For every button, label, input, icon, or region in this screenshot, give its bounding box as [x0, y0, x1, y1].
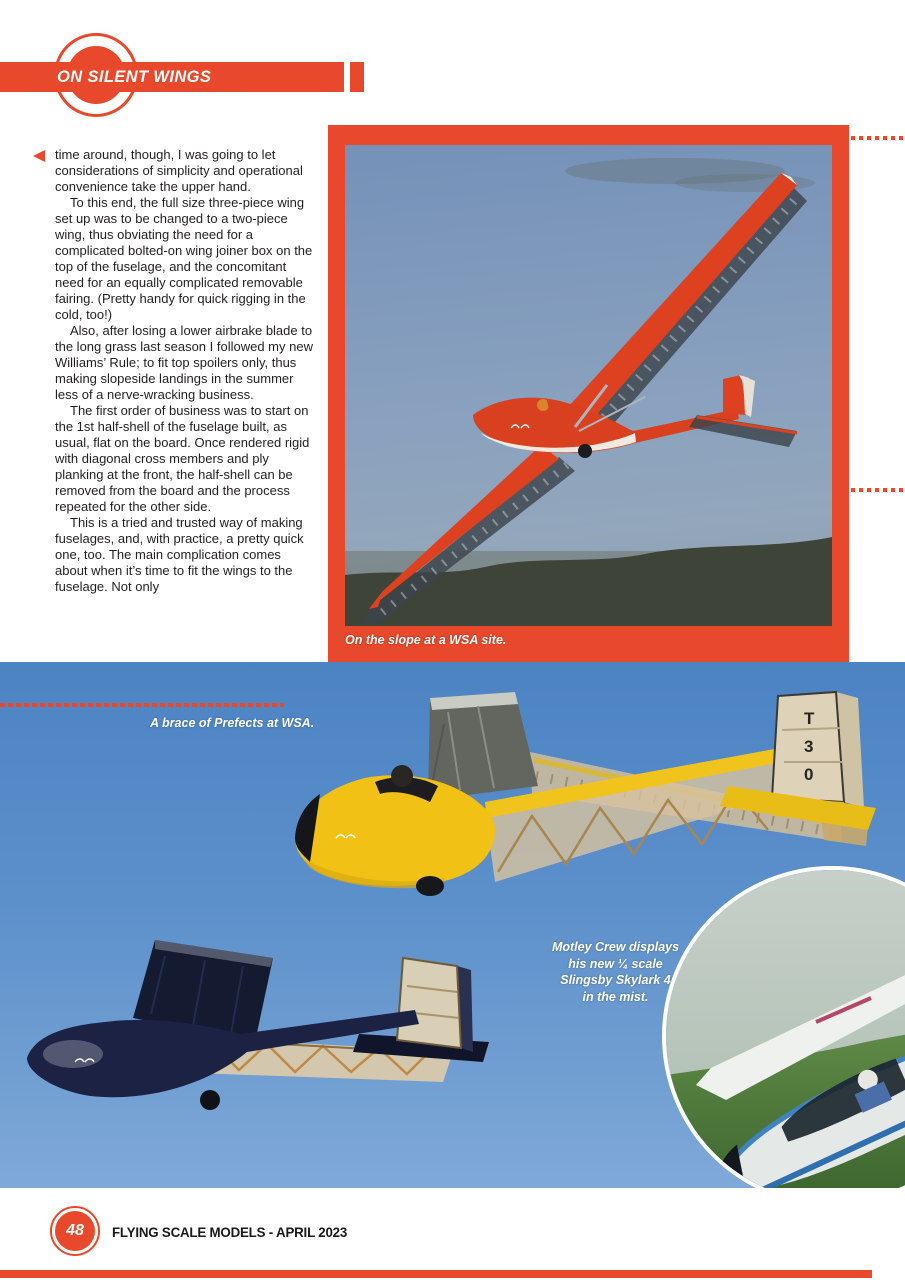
caption-line: his new ¼ scale: [568, 956, 663, 971]
photo-caption: A brace of Prefects at WSA.: [150, 716, 315, 730]
article-paragraph: time around, though, I was going to let considerations of simplicity and operational convenience take the upper hand.: [55, 147, 303, 194]
dotted-rule: [851, 488, 905, 492]
caption-line: in the mist.: [582, 989, 649, 1004]
dotted-rule: [0, 703, 284, 707]
article-paragraph: To this end, the full size three-piece wing set up was to be changed to a two-piece wing, thus obviating the need for a complicated bolted-on wing joiner box on the top of the fuselage, and the concomitant need for an equally complicated removable fairing. (Pretty handy for quick rigging in the cold, too!): [55, 195, 313, 322]
article-body: [55, 147, 317, 595]
continued-text-triangle-icon: [33, 150, 45, 162]
article-paragraph: Also, after losing a lower airbrake blade to the long grass last season I followed my new Williams’ Rule; to fit top spoilers only, thus making slopeside landings in the summer less of a nerve-wracking business.: [55, 323, 313, 402]
article-paragraph: This is a tried and trusted way of making fuselages, and, with practice, a pretty quick one, too. The main complication comes about when it’s time to fit the wings to the fuselage. Not only: [55, 515, 304, 594]
photo-frame-orange: [328, 125, 849, 662]
caption-line: Motley Crew displays: [551, 940, 680, 954]
footer-accent-bar: [0, 1270, 872, 1278]
article-paragraph: The first order of business was to start on the 1st half-shell of the fuselage built, as usual, flat on the board. Once rendered rigid with diagonal cross members and ply planking at the front, the half-shell can be removed from the board and the process repeated for the other side.: [55, 403, 310, 514]
tail-marking-char: T: [804, 709, 815, 728]
photo-red-glider: [345, 145, 832, 626]
tail-marking-char: 0: [804, 765, 814, 784]
photo-caption: On the slope at a WSA site.: [345, 633, 507, 647]
page-number-badge: 48: [55, 1211, 95, 1251]
section-title: ON SILENT WINGS: [57, 67, 212, 86]
magazine-footer-title: FLYING SCALE MODELS - APRIL 2023: [112, 1224, 348, 1240]
photo-caption-block: [548, 939, 683, 1005]
caption-line: Slingsby Skylark 4: [560, 973, 671, 987]
header-banner-tick: [350, 62, 364, 92]
red-glider-illustration: [345, 145, 832, 626]
tail-marking-char: 3: [804, 737, 814, 756]
navy-glider-illustration: [15, 940, 515, 1150]
photo-prefects: [0, 662, 905, 1188]
dotted-rule: [851, 136, 905, 140]
